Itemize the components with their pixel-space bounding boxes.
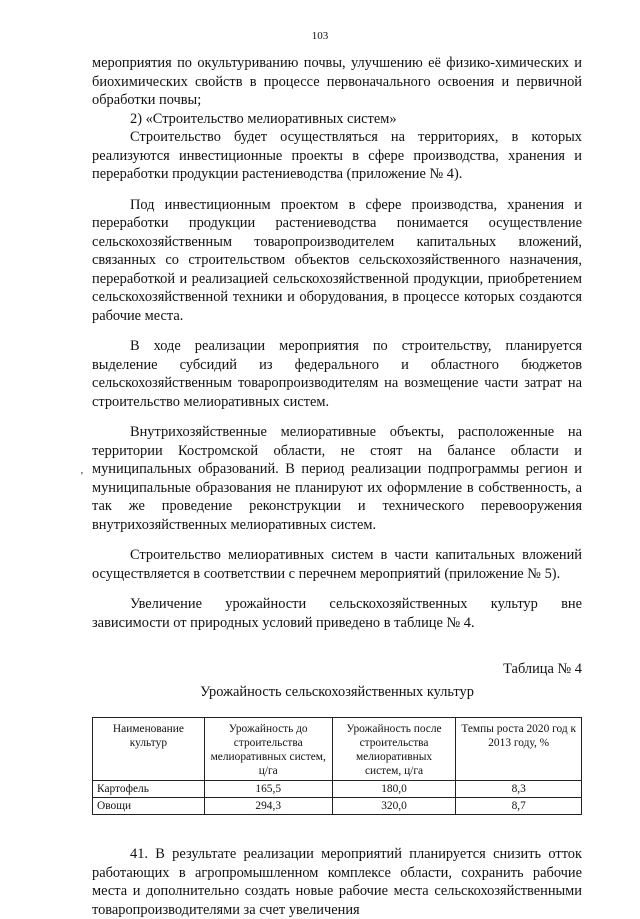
cell-yield-before: 294,3 (204, 798, 332, 815)
header-yield-before: Урожайность до строительства мелиоративных систем, ц/га (204, 718, 332, 781)
paragraph: Внутрихозяйственные мелиоративные объекты, расположенные на территории Костромской области, не стоят на балансе области и муниципальных образований. В период реализации подпрограммы регион и муниципальные образования не планируют их оформление в собственность, а так же проведение реконструкции и технического перевооружения внутрихозяйственных мелиоративных систем. (92, 424, 582, 533)
paragraph: Строительство мелиоративных систем в части капитальных вложений осуществляется в соответствии с перечнем мероприятий (приложение № 5). (92, 547, 582, 582)
paragraph: Увеличение урожайности сельскохозяйственных культур вне зависимости от природных условий приведено в таблице № 4. (92, 596, 582, 631)
paragraph-item-41: 41. В результате реализации мероприятий планируется снизить отток работающих в агропромышленном комплексе области, сохранить рабочие места и дополнительно создать новые рабочие места сельскохозяйственными товаропроизводителями за счет увеличения (92, 846, 582, 918)
table-row (93, 781, 582, 798)
paragraph: В ходе реализации мероприятия по строительству, планируется выделение субсидий из федерального и областного бюджетов сельскохозяйственным товаропроизводителям на возмещение части затрат на строительство мелиоративных систем. (92, 338, 582, 410)
page-number: 103 (311, 30, 329, 42)
table-header-row (93, 718, 582, 781)
margin-mark: ‚ (80, 464, 84, 476)
section-heading: 2) «Строительство мелиоративных систем» (130, 110, 397, 127)
paragraph: Строительство будет осуществляться на территориях, в которых реализуются инвестиционные проекты в сфере производства, хранения и переработки продукции растениеводства (приложение № 4). (92, 129, 582, 182)
cell-yield-before: 165,5 (204, 781, 332, 798)
cell-crop: Картофель (93, 781, 205, 798)
paragraph-continuation: мероприятия по окультуриванию почвы, улучшению её физико-химических и биохимических свойств в процессе первоначального освоения и первичной обработки почвы; (92, 55, 582, 108)
header-yield-after: Урожайность после строительства мелиоративных систем, ц/га (332, 718, 456, 781)
cell-growth-rate: 8,3 (456, 781, 582, 798)
table-label: Таблица № 4 (503, 661, 582, 677)
cell-crop: Овощи (93, 798, 205, 815)
header-growth-rate: Темпы роста 2020 год к 2013 году, % (456, 718, 582, 781)
table-row (93, 798, 582, 815)
table-title: Урожайность сельскохозяйственных культур (200, 683, 474, 700)
yield-table (92, 717, 582, 815)
paragraph: Под инвестиционным проектом в сфере производства, хранения и переработки продукции растениеводства понимается осуществление сельскохозяйственным товаропроизводителем капитальных вложений, связанных со строительством объектов сельскохозяйственного назначения, переработкой и реализацией сельскохозяйственной продукции, приобретением сельскохозяйственной техники и оборудования, в процессе которых создаются рабочие места. (92, 196, 582, 324)
document-body (92, 54, 582, 919)
cell-growth-rate: 8,7 (456, 798, 582, 815)
cell-yield-after: 320,0 (332, 798, 456, 815)
header-crop-name: Наименование культур (93, 718, 205, 781)
cell-yield-after: 180,0 (332, 781, 456, 798)
